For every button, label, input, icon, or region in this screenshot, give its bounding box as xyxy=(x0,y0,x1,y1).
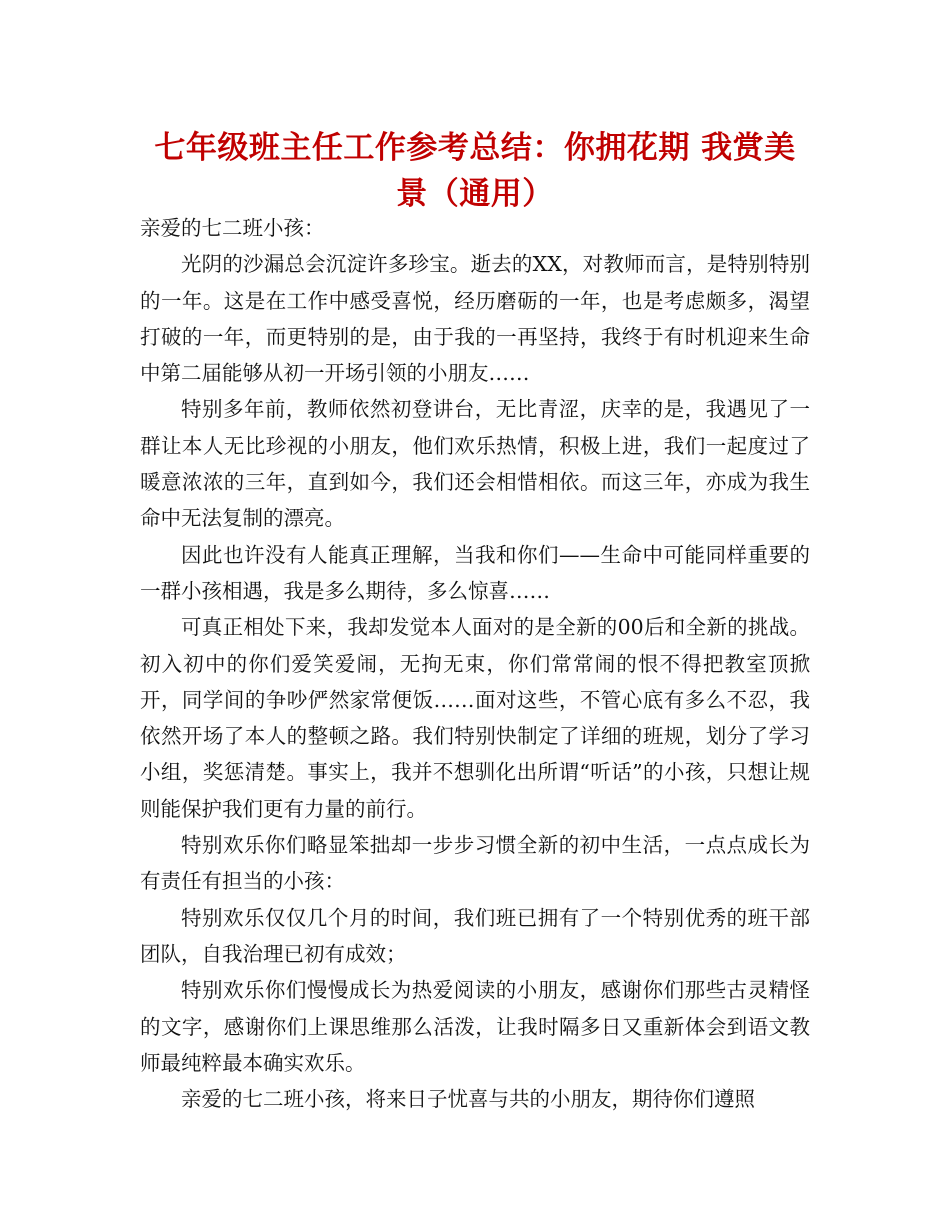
paragraph: 特别欢乐你们慢慢成长为热爱阅读的小朋友，感谢你们那些古灵精怪的文字，感谢你们上课思维那么活泼，让我时隔多日又重新体会到语文教师最纯粹最本确实欢乐。 xyxy=(140,978,810,1075)
paragraph: 特别欢乐仅仅几个月的时间，我们班已拥有了一个特别优秀的班干部团队，自我治理已初有成效； xyxy=(140,905,810,966)
paragraph: 因此也许没有人能真正理解，当我和你们——生命中可能同样重要的一群小孩相遇，我是多么期待，多么惊喜…… xyxy=(140,542,810,603)
paragraph: 光阴的沙漏总会沉淀许多珍宝。逝去的XX，对教师而言，是特别特别的一年。这是在工作中感受喜悦，经历磨砺的一年，也是考虑颇多，渴望打破的一年，而更特别的是，由于我的一再坚持，我终于有时机迎来生命中第二届能够从初一开场引领的小朋友…… xyxy=(140,252,810,386)
paragraph: 特别欢乐你们略显笨拙却一步步习惯全新的初中生活，一点点成长为有责任有担当的小孩： xyxy=(140,833,810,894)
greeting-line: 亲爱的七二班小孩： xyxy=(140,216,325,240)
document-title: 七年级班主任工作参考总结：你拥花期 我赏美景（通用） xyxy=(154,130,796,212)
paragraph: 特别多年前，教师依然初登讲台，无比青涩，庆幸的是，我遇见了一群让本人无比珍视的小朋友，他们欢乐热情，积极上进，我们一起度过了暖意浓浓的三年，直到如今，我们还会相惜相依。而这三年，亦成为我生命中无法复制的漂亮。 xyxy=(140,397,810,531)
paragraph: 亲爱的七二班小孩，将来日子忧喜与共的小朋友，期待你们遵照 xyxy=(181,1087,755,1112)
paragraph: 可真正相处下来，我却发觉本人面对的是全新的00后和全新的挑战。初入初中的你们爱笑爱闹，无拘无束，你们常常闹的恨不得把教室顶掀开，同学间的争吵俨然家常便饭……面对这些，不管心底有多么不忍，我依然开场了本人的整顿之路。我们特别快制定了详细的班规，划分了学习小组，奖惩清楚。事实上，我并不想驯化出所谓“听话”的小孩，只想让规则能保护我们更有力量的前行。 xyxy=(140,615,810,821)
document-body xyxy=(140,210,810,1117)
